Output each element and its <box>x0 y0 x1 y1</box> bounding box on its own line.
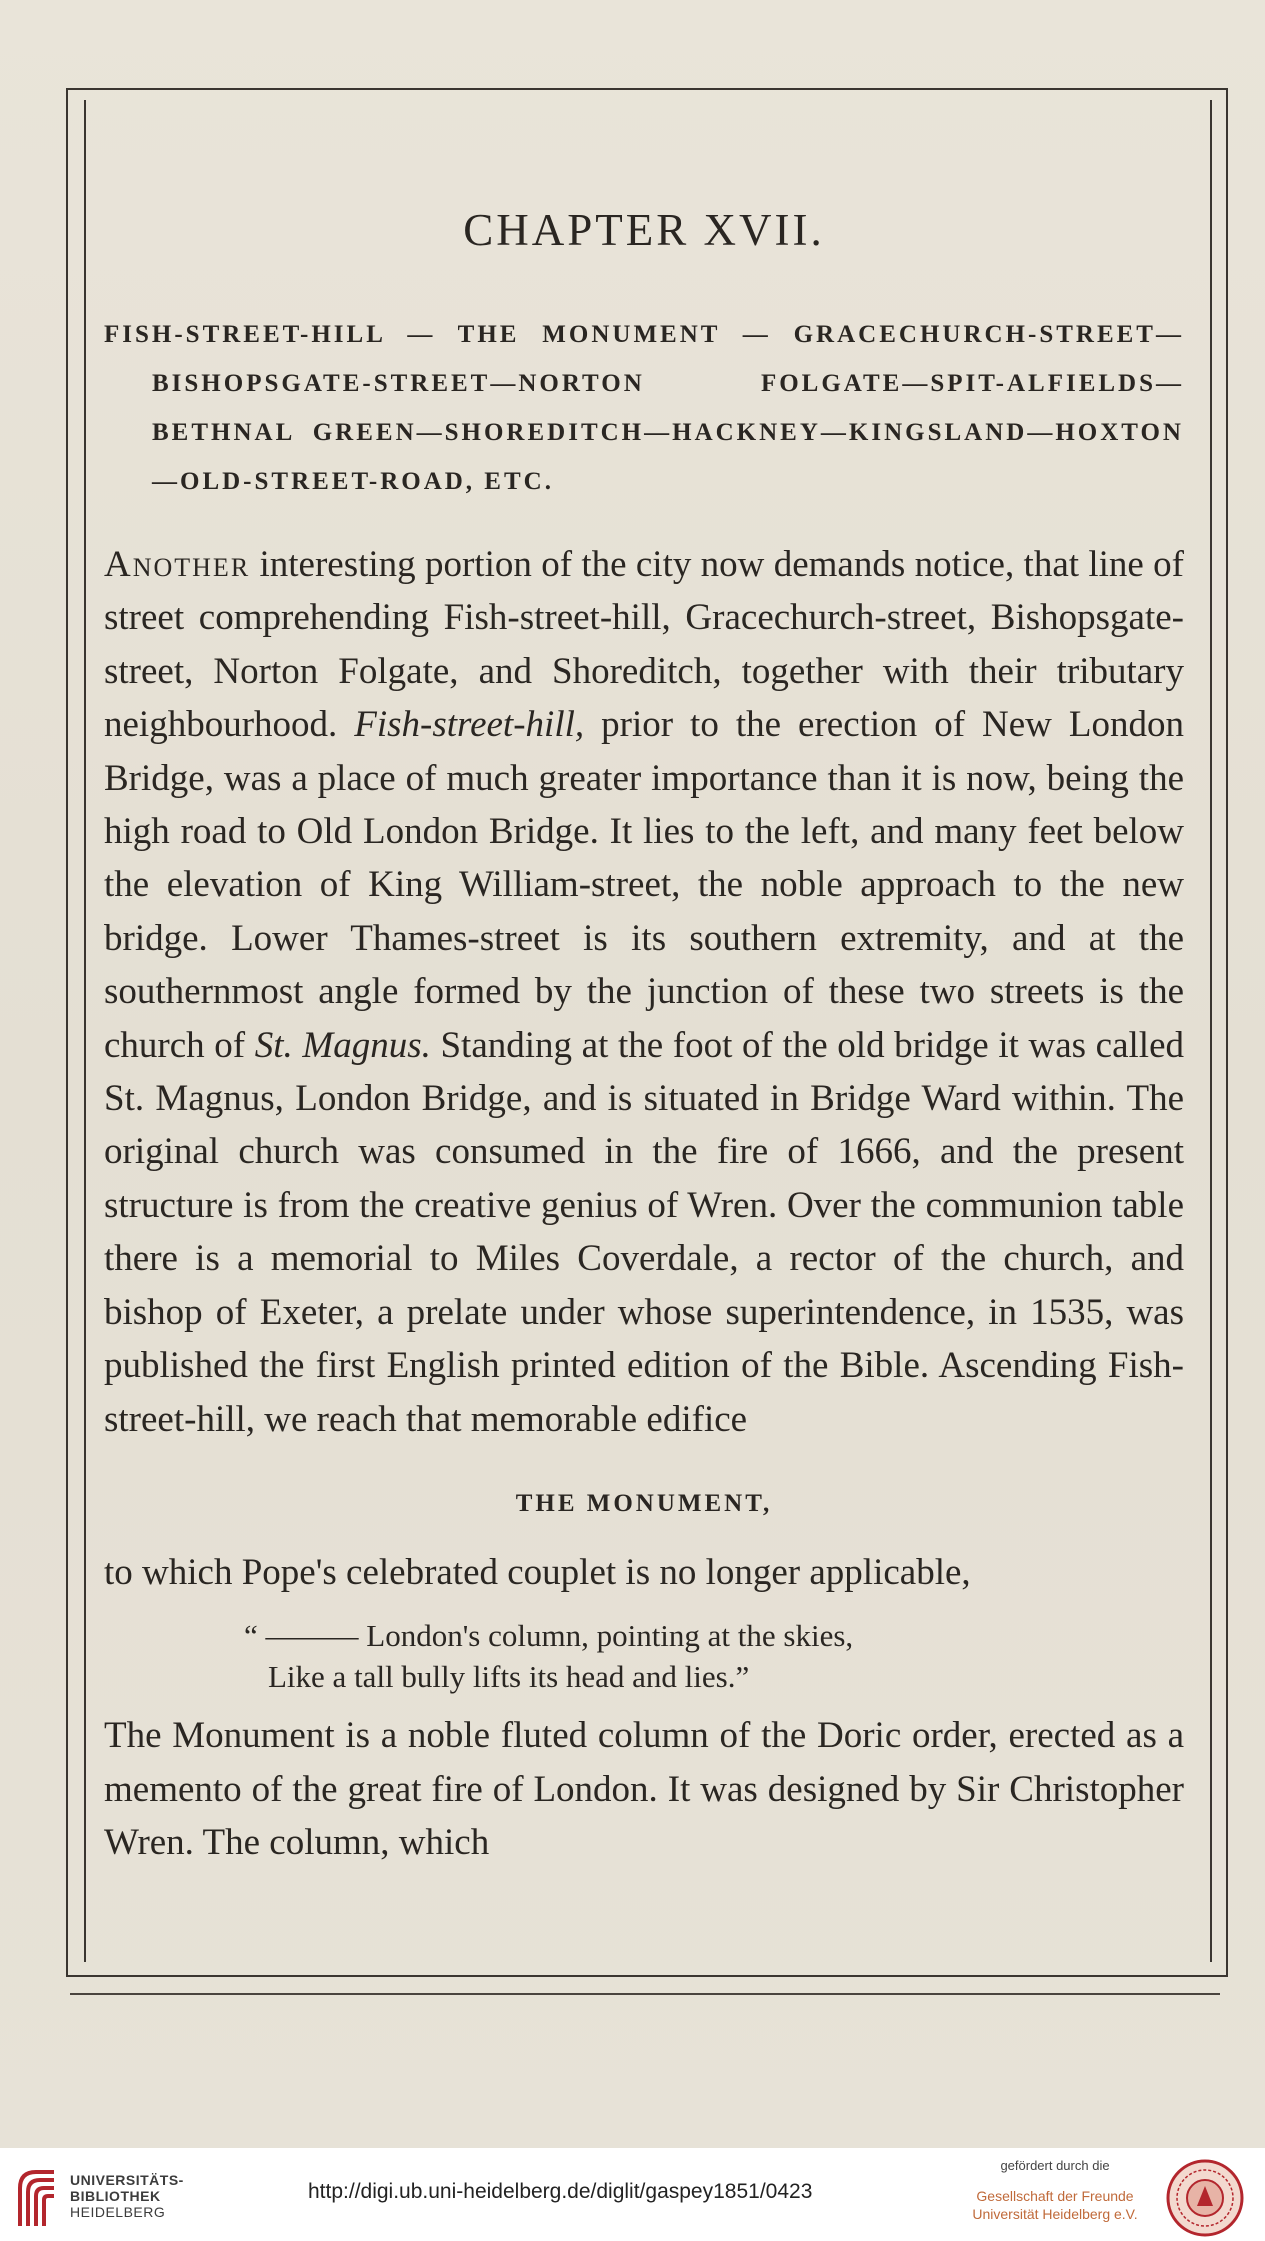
verse-line-2: Like a tall bully lifts its head and lies.” <box>268 1659 750 1695</box>
sponsor-name-line-1: Gesellschaft der Freunde <box>976 2188 1134 2204</box>
library-name-line-2: BIBLIOTHEK <box>70 2188 161 2204</box>
sub-heading-monument: THE MONUMENT, <box>515 1489 773 1517</box>
footer-bar <box>0 2148 1265 2241</box>
drop-word: Another <box>104 544 251 585</box>
chapter-title: CHAPTER XVII. <box>463 205 825 255</box>
library-name-line-3: HEIDELBERG <box>70 2204 166 2220</box>
university-seal-icon <box>1165 2158 1245 2238</box>
sponsor-prefix: gefördert durch die <box>1000 2158 1110 2173</box>
library-name <box>70 2172 184 2220</box>
paragraph-1-text-c: Standing at the foot of the old bridge it was called St. Magnus, London Bridge, and is situated in Bridge Ward within. The original church was consumed in the fire of 1666, and the present structure is from the creative genius of Wren. Over the communion table there is a memorial to Miles Coverdale, a rector of the church, and bishop of Exeter, a prelate under whose superintendence, in 1535, was published the first English printed edition of the Bible. Ascending Fish-street-hill, we reach that memorable edifice <box>104 1024 1184 1440</box>
paragraph-1 <box>104 538 1184 1446</box>
permalink-url[interactable]: http://digi.ub.uni-heidelberg.de/diglit/gaspey1851/0423 <box>308 2180 813 2203</box>
italic-st-magnus: St. Magnus. <box>254 1024 431 1066</box>
sponsor-block <box>960 2158 1150 2223</box>
italic-fish-street-hill: Fish-street-hill, <box>354 704 585 746</box>
bottom-rule <box>70 1993 1220 1995</box>
paragraph-1-text-b: prior to the erection of New London Bridge, was a place of much greater importance than it is now, being the high road to Old London Bridge. It lies to the left, and many feet below the elevation of King William-street, the noble approach to the new bridge. Lower Thames-street is its southern extremity, and at the southernmost angle formed by the junction of these two streets is the church of <box>104 704 1184 1066</box>
paragraph-2: to which Pope's celebrated couplet is no longer applicable, <box>104 1551 971 1593</box>
chapter-synopsis: FISH-STREET-HILL — THE MONUMENT — GRACECHURCH-STREET—BISHOPSGATE-STREET—NORTON FOLGATE—SPIT-ALFIELDS—BETHNAL GREEN—SHOREDITCH—HACKNEY—KINGSLAND—HOXTON —OLD-STREET-ROAD, ETC. <box>104 321 1184 495</box>
library-logo-icon <box>14 2166 60 2228</box>
verse-quote <box>104 1615 1184 1697</box>
page-content <box>104 200 1184 1870</box>
sponsor-name-line-2: Universität Heidelberg e.V. <box>972 2206 1138 2222</box>
verse-line-1: “ ——— London's column, pointing at the skies, <box>244 1618 854 1654</box>
paragraph-1-text-a: interesting portion of the city now demands notice, that line of street comprehending Fish-street-hill, Gracechurch-street, Bishopsgate-street, Norton Folgate, and Shoreditch, together with their tributary neighbourhood. <box>104 544 1184 746</box>
library-name-line-1: UNIVERSITÄTS- <box>70 2172 184 2188</box>
paragraph-3: The Monument is a noble fluted column of the Doric order, erected as a memento of the great fire of London. It was designed by Sir Christopher Wren. The column, which <box>104 1715 1184 1864</box>
